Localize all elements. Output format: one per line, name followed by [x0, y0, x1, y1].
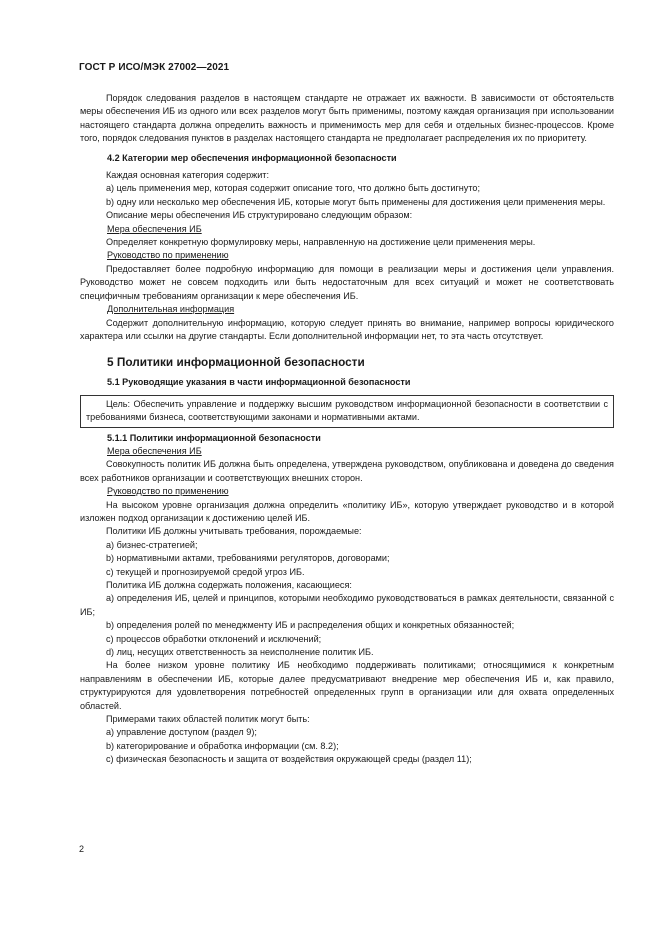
goal-text: Цель: Обеспечить управление и поддержку высшим руководством информационной безопасности в соответствии с требованиями бизнеса, соответствующими законами и нормативными актами. [86, 398, 608, 423]
section-5-heading: 5 Политики информационной безопасности [107, 355, 365, 370]
subheading-underlined: Мера обеспечения ИБ [107, 223, 202, 234]
list-item: a) бизнес-стратегией; [106, 539, 198, 550]
section-4-2-heading: 4.2 Категории мер обеспечения информационной безопасности [107, 152, 397, 163]
subheading-underlined: Руководство по применению [107, 250, 229, 261]
subheading-underlined: Дополнительная информация [107, 304, 235, 315]
list-item: a) определения ИБ, целей и принципов, которыми необходимо руководствоваться в рамках деятельности, связанной с ИБ; [80, 593, 614, 617]
list-item: b) категорирование и обработка информации (см. 8.2); [106, 740, 339, 751]
intro-paragraph: Порядок следования разделов в настоящем стандарте не отражает их важности. В зависимости от обстоятельств меры обеспечения ИБ из одного или всех разделов могут быть применимы, поэтому каждая организация при использовании настоящего стандарта должна определить важность и применимость мер для себя и отдельных бизнес-процессов. Кроме того, порядок следования пунктов в разделах настоящего стандарта не предполагает распределения их по приоритету. [80, 93, 614, 144]
paragraph: На более низком уровне политику ИБ необходимо поддерживать политиками; относящимися к конкретным направлениям в обеспечении ИБ, которые далее предусматривают внедрение мер обеспечения ИБ и, как правило, структурируются для удовлетворения потребностей определенных групп в организации или для охвата определенных областей. [80, 660, 614, 711]
document-header: ГОСТ Р ИСО/МЭК 27002—2021 [79, 62, 230, 73]
list-item: b) определения ролей по менеджменту ИБ и распределения общих и конкретных обязанностей; [106, 620, 515, 631]
list-item: b) нормативными актами, требованиями регуляторов, договорами; [106, 553, 390, 564]
page-number: 2 [79, 844, 85, 854]
subheading-underlined: Мера обеспечения ИБ [107, 445, 202, 456]
subheading-underlined: Руководство по применению [107, 486, 229, 497]
paragraph: На высоком уровне организация должна определить «политику ИБ», которую утверждает руководство и в которой изложен подход организации к достижению целей ИБ. [80, 499, 614, 523]
list-item: a) цель применения мер, которая содержит описание того, что должно быть достигнуто; [106, 183, 480, 194]
page-content [80, 92, 614, 767]
paragraph: Совокупность политик ИБ должна быть определена, утверждена руководством, опубликована и доведена до сведения всех работников организации и соответствующих внешних сторон. [80, 459, 614, 483]
list-item: d) лиц, несущих ответственность за неисполнение политик ИБ. [106, 647, 374, 658]
section-5-1-heading: 5.1 Руководящие указания в части информационной безопасности [107, 377, 411, 388]
paragraph: Содержит дополнительную информацию, которую следует принять во внимание, например вопросы юридического характера или ссылки на другие стандарты. Если дополнительной информации нет, то эта часть отсутствует. [80, 317, 614, 341]
list-item: c) физическая безопасность и защита от воздействия окружающей среды (раздел 11); [106, 754, 472, 765]
paragraph: Примерами таких областей политик могут быть: [106, 714, 310, 725]
list-item: c) текущей и прогнозируемой средой угроз ИБ. [106, 566, 305, 577]
list-item: c) процессов обработки отклонений и исключений; [106, 633, 322, 644]
list-item: a) управление доступом (раздел 9); [106, 727, 257, 738]
paragraph: Политики ИБ должны учитывать требования, порождаемые: [106, 526, 362, 537]
paragraph: Описание меры обеспечения ИБ структурировано следующим образом: [106, 210, 413, 221]
paragraph: Определяет конкретную формулировку меры, направленную на достижение цели применения меры. [106, 237, 536, 248]
section-5-1-1-heading: 5.1.1 Политики информационной безопасности [107, 432, 321, 443]
goal-box [80, 395, 614, 428]
paragraph: Каждая основная категория содержит: [106, 170, 269, 181]
paragraph: Предоставляет более подробную информацию для помощи в реализации меры и достижения цели управления. Руководство может не совсем подходить или быть недостаточным для всех ситуаций и может не соответствовать специфичным требованиям организации к мере обеспечения ИБ. [80, 263, 614, 301]
list-item: b) одну или несколько мер обеспечения ИБ, которые могут быть применены для достижения цели применения меры. [106, 196, 606, 207]
paragraph: Политика ИБ должна содержать положения, касающиеся: [106, 580, 352, 590]
